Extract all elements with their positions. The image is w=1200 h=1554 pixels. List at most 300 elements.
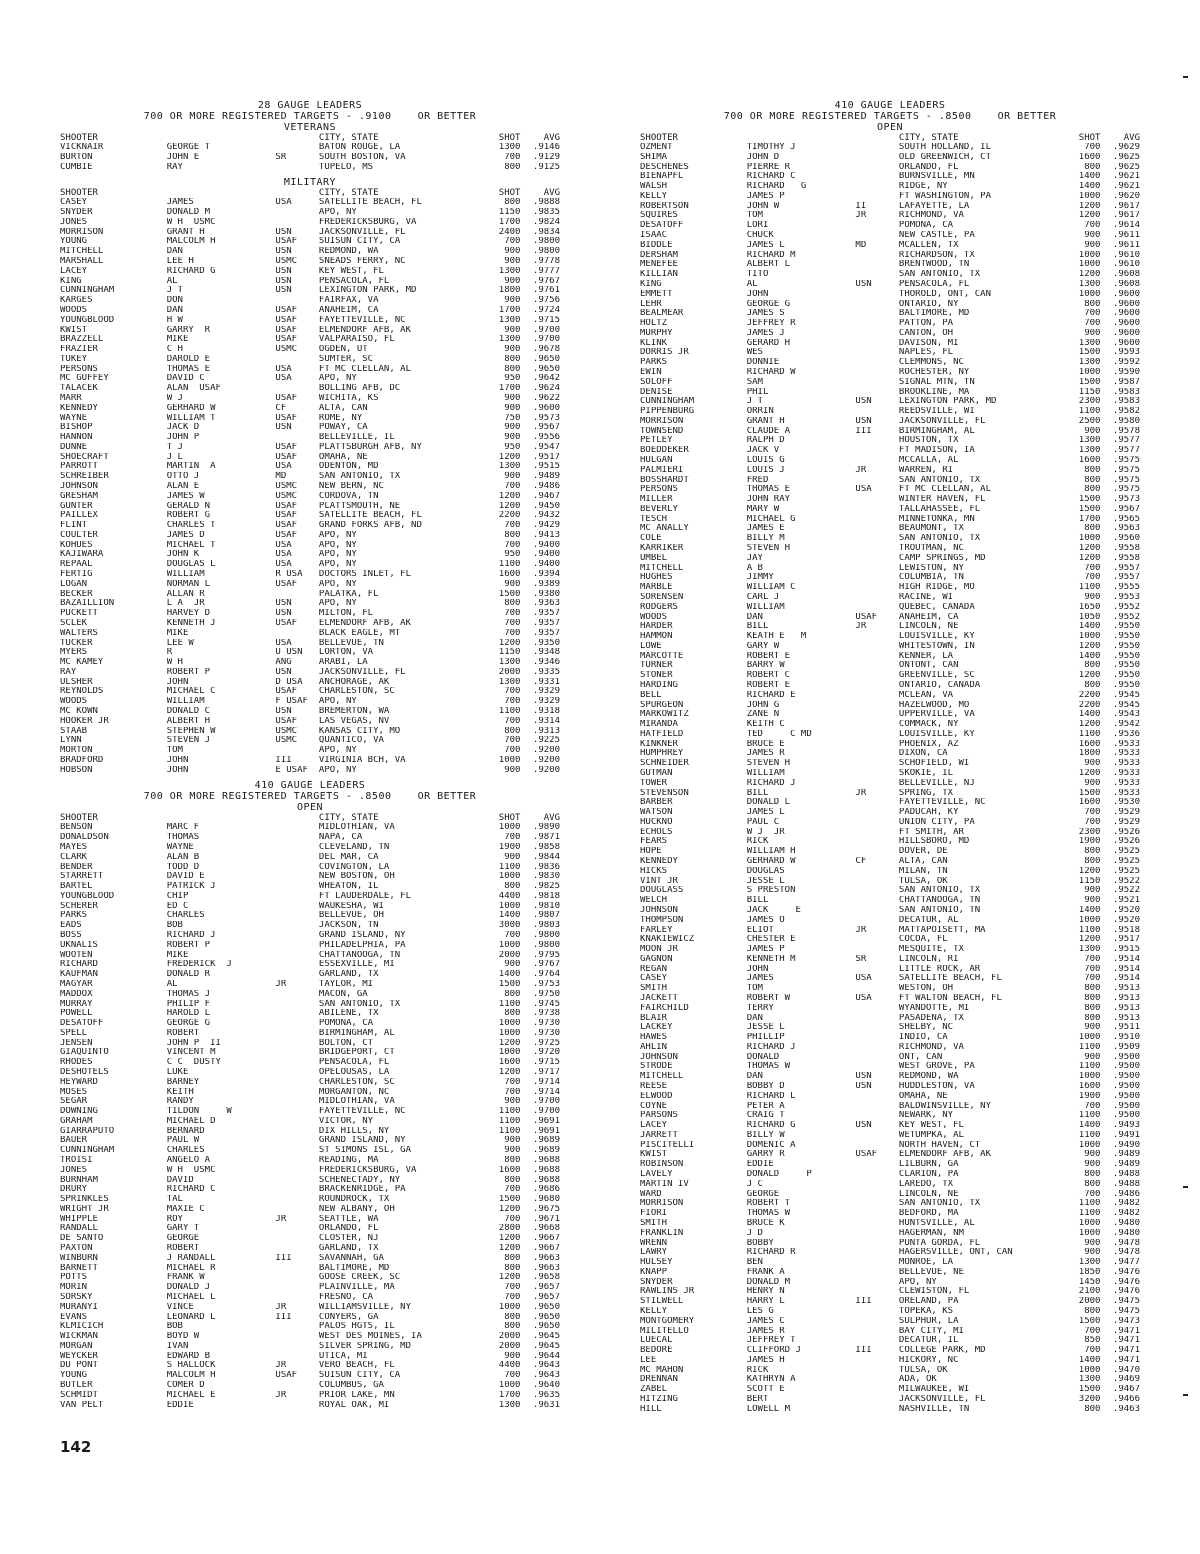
table-row	[60, 153, 560, 163]
suffix	[855, 1092, 898, 1102]
last-name: ULSHER	[60, 677, 93, 687]
city-state: UPPERVILLE, VA	[898, 710, 975, 720]
avg: .9578	[1112, 426, 1140, 436]
first-name: JAMES L	[746, 808, 785, 818]
last-name: HOOKER JR	[60, 716, 109, 726]
table-row	[60, 1146, 560, 1156]
suffix: USAF	[275, 687, 298, 697]
avg: .9590	[1112, 367, 1140, 377]
shot: 1300	[1078, 338, 1101, 348]
first-name: LOUIS J	[746, 465, 785, 475]
city-state: ELMENDORF AFB, AK	[898, 1150, 992, 1160]
first-name: THOMAS E	[166, 364, 211, 374]
avg: .9688	[532, 1156, 560, 1165]
shot: 700	[504, 1077, 521, 1087]
city-state: OGDEN, UT	[318, 345, 368, 355]
table-row	[60, 531, 560, 541]
last-name: LEHR	[640, 299, 662, 309]
first-name: DONALD M	[166, 208, 211, 218]
avg: .9565	[1112, 514, 1140, 524]
last-name: KENNEDY	[640, 857, 678, 867]
first-name: HAROLD L	[166, 1009, 211, 1019]
suffix: USAF	[275, 413, 298, 423]
suffix	[855, 270, 898, 280]
city-state: PADUCAH, KY	[898, 808, 959, 818]
avg: .9200	[532, 755, 560, 765]
first-name: GRANT H	[166, 227, 205, 237]
shot: 900	[504, 472, 521, 482]
shot: 1200	[498, 1067, 521, 1077]
city-state: PUNTA GORDA, FL	[898, 1238, 981, 1248]
first-name: W H USMC	[166, 217, 216, 227]
suffix	[855, 945, 898, 955]
shot: 950	[504, 550, 521, 560]
avg: .9476	[1112, 1267, 1140, 1277]
last-name: HUMPHREY	[640, 749, 684, 759]
table-row	[640, 397, 1140, 407]
avg: .9750	[532, 989, 560, 999]
first-name: ROBERT E	[746, 651, 791, 661]
avg: .9542	[1112, 720, 1140, 730]
shot: 1300	[498, 677, 521, 687]
table-row	[60, 717, 560, 727]
avg: .9592	[1112, 358, 1140, 368]
last-name: JARRETT	[640, 1130, 678, 1140]
city-state: POMONA, CA	[898, 221, 954, 231]
last-name: EWIN	[640, 367, 662, 377]
shot: 1700	[498, 384, 521, 394]
table-row	[60, 843, 560, 853]
first-name: WILLIAM T	[166, 413, 216, 423]
city-state: DECATUR, AL	[898, 915, 959, 925]
last-name: MAYES	[60, 843, 88, 852]
shot: 700	[1084, 817, 1101, 827]
table-row	[640, 554, 1140, 564]
suffix	[275, 1273, 318, 1283]
shot: 1000	[498, 1380, 521, 1390]
avg: .9745	[532, 999, 560, 1009]
shot: 900	[504, 296, 521, 306]
shot: 800	[1084, 661, 1101, 671]
first-name: BARRY W	[746, 661, 785, 671]
suffix	[855, 828, 898, 838]
shot: 1500	[1078, 504, 1101, 514]
avg: .9493	[1112, 1121, 1140, 1131]
table-row	[60, 1048, 560, 1058]
suffix	[275, 1009, 318, 1019]
suffix: USA	[275, 462, 292, 472]
shot: 1700	[1078, 514, 1101, 524]
table-row	[640, 368, 1140, 378]
table-row	[640, 466, 1140, 476]
avg: .9614	[1112, 221, 1140, 231]
city-state: MCALLEN, TX	[898, 240, 959, 250]
last-name: WOODS	[60, 697, 88, 707]
table-row	[60, 326, 560, 336]
table-row	[640, 1268, 1140, 1278]
avg: .9611	[1112, 240, 1140, 250]
shot: 1200	[1078, 641, 1101, 651]
shot: 1100	[498, 1116, 521, 1126]
last-name: GIAQUINTO	[60, 1048, 109, 1058]
table-row	[640, 749, 1140, 759]
avg: .9467	[532, 491, 560, 501]
city-state: BLACK EAGLE, MT	[318, 628, 401, 638]
avg: .9577	[1112, 446, 1140, 456]
first-name: DONALD L	[746, 798, 791, 808]
table-row	[640, 671, 1140, 681]
shot: 1000	[1078, 1365, 1101, 1375]
suffix: USAF	[275, 579, 298, 589]
avg: .9511	[1112, 1023, 1140, 1033]
avg: .9724	[532, 305, 560, 315]
table-row	[60, 208, 560, 218]
last-name: GAGNON	[640, 954, 673, 964]
city-state: TAYLOR, MI	[318, 979, 374, 989]
avg: .9640	[532, 1380, 560, 1390]
margin-mark	[1183, 1394, 1188, 1396]
avg: .9471	[1112, 1346, 1140, 1356]
table-row	[640, 378, 1140, 388]
city-state: LEWISTON, NY	[898, 563, 964, 573]
first-name: DONALD P	[746, 1170, 812, 1180]
table-row	[640, 211, 1140, 221]
avg: .9658	[532, 1273, 560, 1283]
last-name: JOHNSON	[640, 1052, 678, 1062]
city-state: WEST DES MOINES, IA	[318, 1332, 422, 1342]
avg: .9688	[532, 1175, 560, 1185]
table-row	[60, 492, 560, 502]
last-name: WHIPPLE	[60, 1214, 98, 1224]
first-name: MICHAEL G	[746, 514, 796, 524]
avg: .9753	[532, 979, 560, 989]
last-name: WATSON	[640, 808, 673, 818]
city-state: SKOKIE, IL	[898, 769, 954, 778]
suffix: USAF	[275, 1371, 298, 1381]
first-name: WILLIAM H	[746, 847, 796, 857]
first-name: GERHARD W	[746, 857, 796, 867]
first-name: MALCOLM H	[166, 1371, 216, 1381]
table-row	[640, 1160, 1140, 1170]
table-row	[60, 960, 560, 970]
shot: 1850	[1078, 1267, 1101, 1277]
shot: 800	[504, 1253, 521, 1263]
table-row	[640, 896, 1140, 906]
shot: 1700	[498, 305, 521, 315]
last-name: DE SANTO	[60, 1234, 104, 1244]
table-row	[640, 1297, 1140, 1307]
table-row	[640, 681, 1140, 691]
first-name: GEORGE G	[746, 299, 791, 309]
last-name: MARSHALL	[60, 257, 104, 267]
suffix	[855, 730, 898, 740]
avg: .9489	[532, 472, 560, 482]
avg: .9469	[1112, 1375, 1140, 1385]
suffix: USMC	[275, 726, 298, 736]
suffix: JR	[275, 1361, 287, 1371]
city-state: LILBURN, GA	[898, 1160, 959, 1170]
shot: 1400	[1078, 182, 1101, 192]
first-name: TED C MD	[746, 729, 812, 739]
first-name: WAYNE	[166, 843, 194, 852]
shot: 1300	[1078, 1375, 1101, 1385]
last-name: CASEY	[60, 198, 88, 208]
shot: 900	[1084, 240, 1101, 250]
avg: .9644	[532, 1351, 560, 1361]
last-name: STILWELL	[640, 1297, 684, 1307]
first-name: MICHAEL T	[166, 540, 216, 550]
avg: .9313	[532, 726, 560, 736]
last-name: LAWRY	[640, 1248, 668, 1258]
suffix: JR	[855, 465, 867, 475]
last-name: MAGYAR	[60, 979, 93, 989]
first-name: J L	[166, 452, 183, 462]
city-state: WICHITA, KS	[318, 393, 379, 403]
first-name: JOHN K	[166, 550, 200, 560]
shot: 1400	[1078, 622, 1101, 632]
last-name: UKNALIS	[60, 940, 98, 950]
suffix	[275, 1283, 318, 1293]
city-state: ROYAL OAK, MI	[318, 1400, 390, 1410]
suffix: USAF	[275, 530, 298, 540]
shot: 1400	[1078, 1121, 1101, 1131]
first-name: MICHAEL C	[166, 687, 216, 697]
avg: .9314	[532, 716, 560, 726]
shot: 1200	[498, 638, 521, 648]
avg: .9550	[1112, 680, 1140, 690]
avg: .9432	[532, 511, 560, 521]
table-row	[60, 1352, 560, 1362]
avg: .9600	[1112, 289, 1140, 299]
avg: .9557	[1112, 563, 1140, 573]
table-row	[60, 902, 560, 912]
suffix	[855, 740, 898, 750]
avg: .9500	[1112, 1072, 1140, 1082]
suffix: R USA	[275, 570, 303, 580]
table-row	[60, 541, 560, 551]
city-state: PLATTSBURGH AFB, NY	[318, 442, 422, 452]
city-state: APO, NY	[318, 530, 357, 540]
first-name: ZANE N	[746, 710, 780, 720]
suffix	[275, 208, 318, 218]
city-state: NAPLES, FL	[898, 348, 954, 358]
last-name: BOSS	[60, 931, 82, 941]
city-state: RIDGE, NY	[898, 182, 948, 192]
first-name: CRAIG T	[746, 1111, 785, 1121]
avg: .9533	[1112, 778, 1140, 788]
suffix	[855, 348, 898, 358]
city-state: NAPA, CA	[318, 833, 363, 843]
first-name: ROBERT T	[746, 1199, 791, 1209]
suffix	[855, 691, 898, 701]
shot: 700	[504, 697, 521, 707]
suffix: III	[275, 1253, 292, 1263]
avg: .9645	[532, 1332, 560, 1342]
suffix	[855, 544, 898, 554]
first-name: GARY T	[166, 1224, 200, 1234]
city-state: COLUMBUS, GA	[318, 1380, 384, 1390]
table-row	[640, 1072, 1140, 1082]
shot: 1000	[498, 1302, 521, 1312]
city-state: FT LAUDERDALE, FL	[318, 891, 412, 901]
city-state: COLUMBIA, TN	[898, 573, 964, 583]
avg: .9621	[1112, 182, 1140, 192]
last-name: JOHNSON	[60, 482, 98, 491]
last-name: HOLTZ	[640, 319, 668, 329]
last-name: MADDOX	[60, 989, 93, 999]
suffix: USA	[275, 560, 292, 570]
last-name: CLARK	[60, 852, 88, 862]
suffix	[275, 1234, 318, 1244]
city-state: SAVANNAH, GA	[318, 1253, 384, 1263]
avg: .9450	[532, 501, 560, 511]
table-row	[60, 1332, 560, 1342]
last-name: DUNNE	[60, 442, 88, 452]
last-name: REGAN	[640, 964, 668, 974]
shot: 700	[504, 237, 521, 247]
city-state: COVINGTON, LA	[318, 862, 390, 872]
suffix	[855, 1356, 898, 1366]
table-row	[640, 407, 1140, 417]
shot: 1100	[1078, 1042, 1101, 1052]
city-state: FT WALTON BEACH, FL	[898, 993, 1002, 1003]
table-row	[60, 1244, 560, 1254]
shot: 1300	[1078, 279, 1101, 289]
column-header	[275, 813, 318, 823]
city-state: ROCHESTER, NY	[898, 367, 970, 377]
suffix	[855, 1190, 898, 1200]
last-name: TROISI	[60, 1156, 93, 1165]
table-row	[640, 1346, 1140, 1356]
city-state: POMONA, CA	[318, 1019, 374, 1029]
city-state: LORTON, VA	[318, 648, 374, 658]
table-row	[60, 345, 560, 355]
shot: 1000	[1078, 260, 1101, 270]
shot: 950	[504, 374, 521, 384]
shot: 1050	[1078, 612, 1101, 622]
shot: 800	[1084, 299, 1101, 309]
suffix	[855, 886, 898, 896]
suffix: USMC	[275, 257, 298, 267]
first-name: W J	[166, 393, 183, 403]
first-name: JOHN	[746, 289, 769, 299]
first-name: JAMES	[166, 198, 194, 208]
suffix	[275, 1039, 318, 1049]
last-name: FARLEY	[640, 925, 673, 935]
table-row	[60, 394, 560, 404]
section-title: 700 OR MORE REGISTERED TARGETS - .8500 OR BETTER	[143, 791, 477, 803]
first-name: ELIOT	[746, 925, 774, 935]
avg: .9650	[532, 1322, 560, 1332]
suffix: USAF	[855, 1150, 878, 1160]
city-state: CORDOVA, TN	[318, 491, 379, 501]
first-name: DOUGLAS	[746, 866, 785, 876]
city-state: PATTON, PA	[898, 319, 954, 329]
suffix	[855, 603, 898, 613]
avg: .9400	[532, 540, 560, 550]
first-name: GEORGE T	[166, 143, 211, 152]
first-name: RICHARD C	[166, 1185, 216, 1195]
suffix	[855, 877, 898, 887]
last-name: JONES	[60, 217, 88, 227]
shot: 1300	[498, 143, 521, 152]
suffix	[855, 847, 898, 857]
shot: 800	[504, 1156, 521, 1165]
city-state: PRIOR LAKE, MN	[318, 1390, 395, 1400]
suffix	[275, 1088, 318, 1098]
suffix	[275, 1185, 318, 1195]
last-name: EADS	[60, 921, 82, 931]
shot: 2300	[1078, 827, 1101, 837]
avg: .9810	[532, 901, 560, 911]
avg: .9514	[1112, 964, 1140, 974]
suffix	[855, 1111, 898, 1121]
suffix: USN	[855, 1121, 872, 1131]
city-state: APO, NY	[318, 765, 357, 775]
shot: 800	[504, 882, 521, 892]
suffix	[855, 221, 898, 231]
suffix	[275, 1293, 318, 1303]
last-name: MILITELLO	[640, 1326, 689, 1336]
last-name: LEE	[640, 1355, 657, 1365]
margin-mark	[1183, 76, 1188, 78]
avg: .9575	[1112, 485, 1140, 495]
avg: .9577	[1112, 436, 1140, 446]
last-name: BECKER	[60, 589, 93, 599]
table-row	[60, 237, 560, 247]
table-row	[640, 1062, 1140, 1072]
last-name: LACEY	[60, 266, 88, 276]
avg: .9686	[532, 1185, 560, 1195]
table-row	[640, 495, 1140, 505]
page-number: 142	[60, 1438, 92, 1456]
first-name: BOB	[166, 1322, 183, 1332]
column-header: CITY, STATE	[318, 133, 379, 143]
city-state: ANAHEIM, CA	[318, 305, 379, 315]
shot: 3000	[498, 921, 521, 931]
avg: .9767	[532, 276, 560, 286]
suffix: USAF	[275, 452, 298, 462]
city-state: NEW BOSTON, OH	[318, 872, 395, 882]
city-state: HUDDLESTON, VA	[898, 1082, 975, 1091]
first-name: JAMES L	[746, 240, 785, 250]
shot: 1200	[1078, 553, 1101, 563]
last-name: KNAPP	[640, 1267, 668, 1277]
avg: .9575	[1112, 465, 1140, 475]
last-name: STRODE	[640, 1062, 673, 1072]
suffix	[855, 1366, 898, 1376]
suffix	[855, 1199, 898, 1209]
suffix	[855, 1287, 898, 1297]
last-name: HOPE	[640, 847, 662, 857]
first-name: MARTIN A	[166, 462, 216, 472]
suffix	[275, 218, 318, 228]
suffix	[855, 818, 898, 828]
suffix	[275, 1352, 318, 1362]
city-state: TROUTMAN, NC	[898, 544, 964, 554]
avg: .9513	[1112, 1013, 1140, 1023]
city-state: FT SMITH, AR	[898, 827, 964, 837]
suffix	[855, 368, 898, 378]
shot: 700	[504, 152, 521, 162]
last-name: SPURGEON	[640, 700, 684, 710]
shot: 800	[504, 198, 521, 208]
avg: .9563	[1112, 524, 1140, 534]
shot: 1450	[1078, 1277, 1101, 1287]
first-name: JOHN E	[166, 152, 200, 162]
avg: .9567	[1112, 504, 1140, 514]
shot: 1400	[1078, 651, 1101, 661]
